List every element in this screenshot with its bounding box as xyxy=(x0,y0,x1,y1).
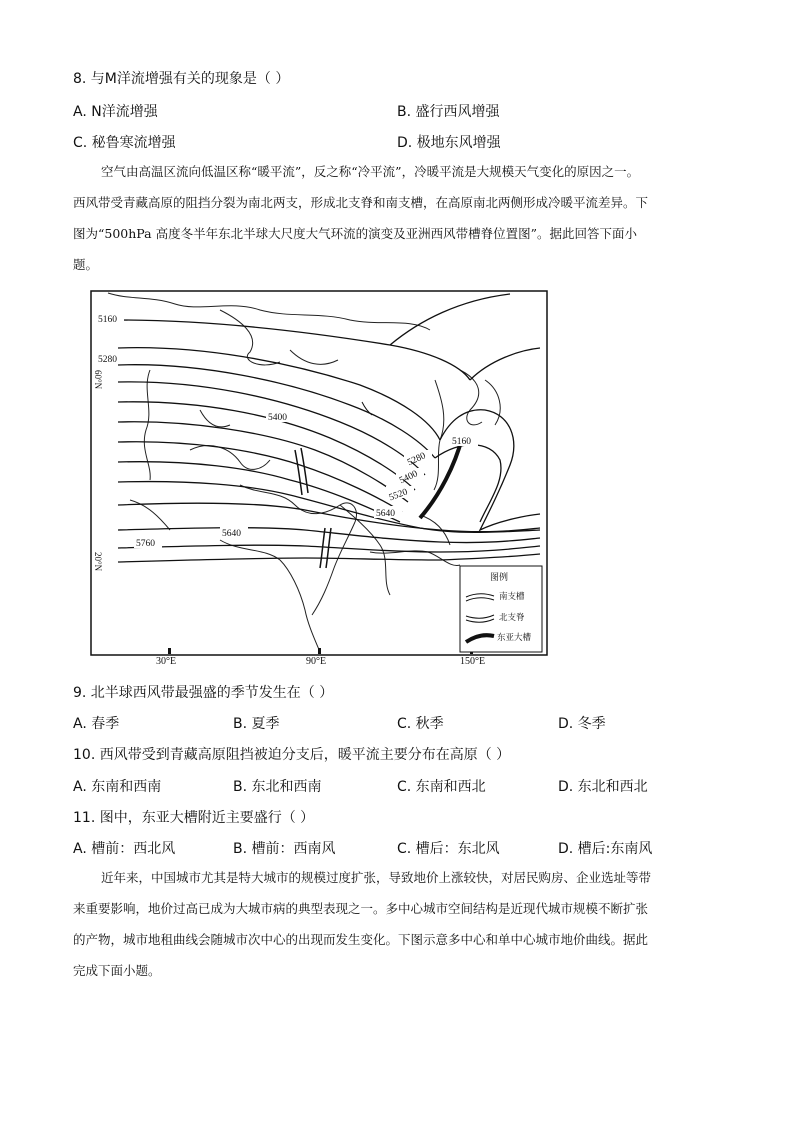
lon-label-30e: 30°E xyxy=(156,656,177,667)
intro1-line-2: 西风带受青藏高原的阻挡分裂为南北两支，形成北支脊和南支槽，在高原南北两侧形成冷暖平流差异。下 xyxy=(73,195,649,210)
contour-label-5160-east: 5160 xyxy=(452,437,471,447)
q10-stem: 10. 西风带受到青藏高原阻挡被迫分支后，暖平流主要分布在高原（ ） xyxy=(73,747,511,763)
intro-paragraph-1 xyxy=(73,156,721,280)
q8-option-c[interactable]: C. 秘鲁寒流增强 xyxy=(73,135,176,151)
q10-option-a[interactable]: A. 东南和西南 xyxy=(73,779,162,795)
contour-label-5160-west: 5160 xyxy=(98,315,117,325)
intro2-line-2: 来重要影响，地价过高已成为大城市病的典型表现之一。多中心城市空间结构是近现代城市规模不断扩张 xyxy=(73,901,649,916)
contour-label-5400-west: 5400 xyxy=(268,413,287,423)
contour-label-5640-west: 5640 xyxy=(222,529,241,539)
contour-label-5760: 5760 xyxy=(136,539,155,549)
contour-label-5280-west: 5280 xyxy=(98,355,117,365)
q10-option-d[interactable]: D. 东北和西北 xyxy=(558,779,648,795)
q11-option-b[interactable]: B. 槽前：西南风 xyxy=(233,841,336,857)
lon-label-90e: 90°E xyxy=(306,656,327,667)
legend-title: 图例 xyxy=(490,573,509,583)
q9-option-d[interactable]: D. 冬季 xyxy=(558,716,606,732)
q8-option-b[interactable]: B. 盛行西风增强 xyxy=(397,104,500,120)
westerlies-map xyxy=(90,290,548,656)
q10-option-b[interactable]: B. 东北和西南 xyxy=(233,779,322,795)
intro2-line-4: 完成下面小题。 xyxy=(73,963,161,978)
legend-label-north-ridge: 北支脊 xyxy=(499,613,525,623)
intro1-line-1: 空气由高温区流向低温区称“暖平流”，反之称“冷平流”，冷暖平流是大规模天气变化的原因之一。 xyxy=(101,164,640,179)
contour-label-5520-east: 5520 xyxy=(387,487,410,504)
legend-label-east-asia-trough: 东亚大槽 xyxy=(497,633,532,643)
contour-label-5640-east: 5640 xyxy=(376,509,395,519)
q9-stem: 9. 北半球西风带最强盛的季节发生在（ ） xyxy=(73,685,334,701)
q8-option-d[interactable]: D. 极地东风增强 xyxy=(397,135,501,151)
lat-label-20n: 20°N xyxy=(93,552,103,572)
contour-label-5280-east: 5280 xyxy=(406,451,428,469)
q8-option-a[interactable]: A. N洋流增强 xyxy=(73,104,158,120)
intro2-line-3: 的产物，城市地租曲线会随城市次中心的出现而发生变化。下图示意多中心和单中心城市地价曲线。据此 xyxy=(73,932,649,947)
intro-paragraph-2 xyxy=(73,862,721,986)
intro1-line-4: 题。 xyxy=(73,257,99,272)
map-legend xyxy=(460,566,542,652)
q9-option-a[interactable]: A. 春季 xyxy=(73,716,120,732)
lon-label-150e: 150°E xyxy=(460,656,486,667)
q10-option-c[interactable]: C. 东南和西北 xyxy=(397,779,486,795)
q9-option-c[interactable]: C. 秋季 xyxy=(397,716,444,732)
legend-label-south-trough: 南支槽 xyxy=(499,592,525,602)
intro2-line-1: 近年来，中国城市尤其是特大城市的规模过度扩张，导致地价上涨较快，对居民购房、企业选址等带 xyxy=(101,870,652,885)
q11-stem: 11. 图中，东亚大槽附近主要盛行（ ） xyxy=(73,810,315,826)
q11-option-c[interactable]: C. 槽后：东北风 xyxy=(397,841,500,857)
contour-label-5400-east: 5400 xyxy=(398,469,420,487)
q11-option-a[interactable]: A. 槽前：西北风 xyxy=(73,841,176,857)
intro1-line-3: 图为“500hPa 高度冬半年东北半球大尺度大气环流的演变及亚洲西风带槽脊位置图”。据此回答下面小 xyxy=(73,226,637,241)
lat-label-60n: 60°N xyxy=(93,370,103,390)
q11-option-d[interactable]: D. 槽后:东南风 xyxy=(558,841,653,857)
q9-option-b[interactable]: B. 夏季 xyxy=(233,716,280,732)
q8-stem: 8. 与M洋流增强有关的现象是（ ） xyxy=(73,71,290,87)
